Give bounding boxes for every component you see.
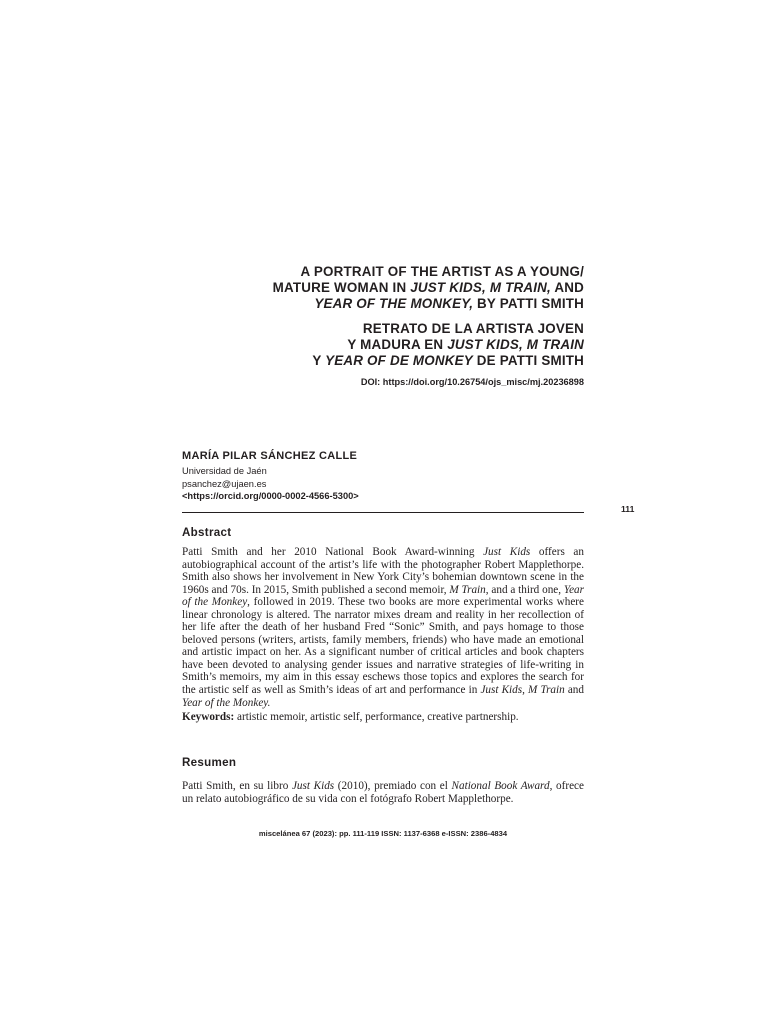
keywords-list: artistic memoir, artistic self, performance, creative partnership.	[234, 711, 519, 724]
author-block	[182, 450, 584, 503]
keywords	[182, 711, 584, 724]
title-en-line-3: YEAR OF THE MONKEY, BY PATTI SMITH	[314, 296, 584, 312]
title-es-line-2: Y MADURA EN JUST KIDS, M TRAIN	[347, 336, 584, 352]
article-title	[164, 264, 584, 369]
author-name: MARÍA PILAR SÁNCHEZ CALLE	[182, 450, 358, 462]
title-en-line-1: A PORTRAIT OF THE ARTIST AS A YOUNG/	[300, 264, 584, 279]
resumen-text: Patti Smith, en su libro Just Kids (2010), premiado con el National Book Award, ofrece un relato autobiográfico de su vida con el fotógrafo Robert Mapplethorpe.	[182, 780, 584, 805]
title-en-line-2: MATURE WOMAN IN JUST KIDS, M TRAIN, AND	[272, 280, 584, 296]
abstract-text: Patti Smith and her 2010 National Book Award-winning Just Kids offers an autobiographical account of the artist’s life with the photographer Robert Mapplethorpe. Smith also shows her involvement in New York City’s bohemian downtown scene in the 1960s and 70s. In 2015, Smith published a second memoir, M Train, and a third one, Year of the Monkey, followed in 2019. These two books are more experimental works where linear chronology is altered. The narrator mixes dream and reality in her recollection of her life after the death of her husband Fred “Sonic” Smith, and pays homage to those beloved persons (writers, artists, family members, friends) who have made an emotional and artistic impact on her. As a significant number of critical articles and book chapters have been devoted to analysing gender issues and narrative strategies of life-writing in Smith’s memoirs, my aim in this essay eschews those topics and explores the search for the artistic self as well as Smith’s ideas of art and performance in Just Kids, M Train and Year of the Monkey.	[182, 546, 584, 709]
author-orcid[interactable]: <https://orcid.org/0000-0002-4566-5300>	[182, 491, 359, 501]
keywords-label: Keywords:	[182, 711, 235, 724]
page-number: 111	[621, 504, 635, 514]
author-email[interactable]: psanchez@ujaen.es	[182, 478, 267, 489]
doi-link[interactable]: DOI: https://doi.org/10.26754/ojs_misc/mj.20236898	[360, 377, 584, 387]
title-es-line-3: Y YEAR OF DE MONKEY DE PATTI SMITH	[312, 353, 584, 369]
resumen-heading: Resumen	[182, 756, 237, 769]
abstract-heading: Abstract	[182, 526, 232, 539]
resumen-section	[182, 756, 584, 805]
abstract-section	[182, 526, 584, 724]
journal-footer: miscelánea 67 (2023): pp. 111-119 ISSN: 1137-6368 e-ISSN: 2386-4834	[258, 829, 508, 838]
author-affiliation: Universidad de Jaén	[182, 466, 267, 476]
divider	[182, 512, 584, 513]
title-es-line-1: RETRATO DE LA ARTISTA JOVEN	[362, 320, 584, 336]
